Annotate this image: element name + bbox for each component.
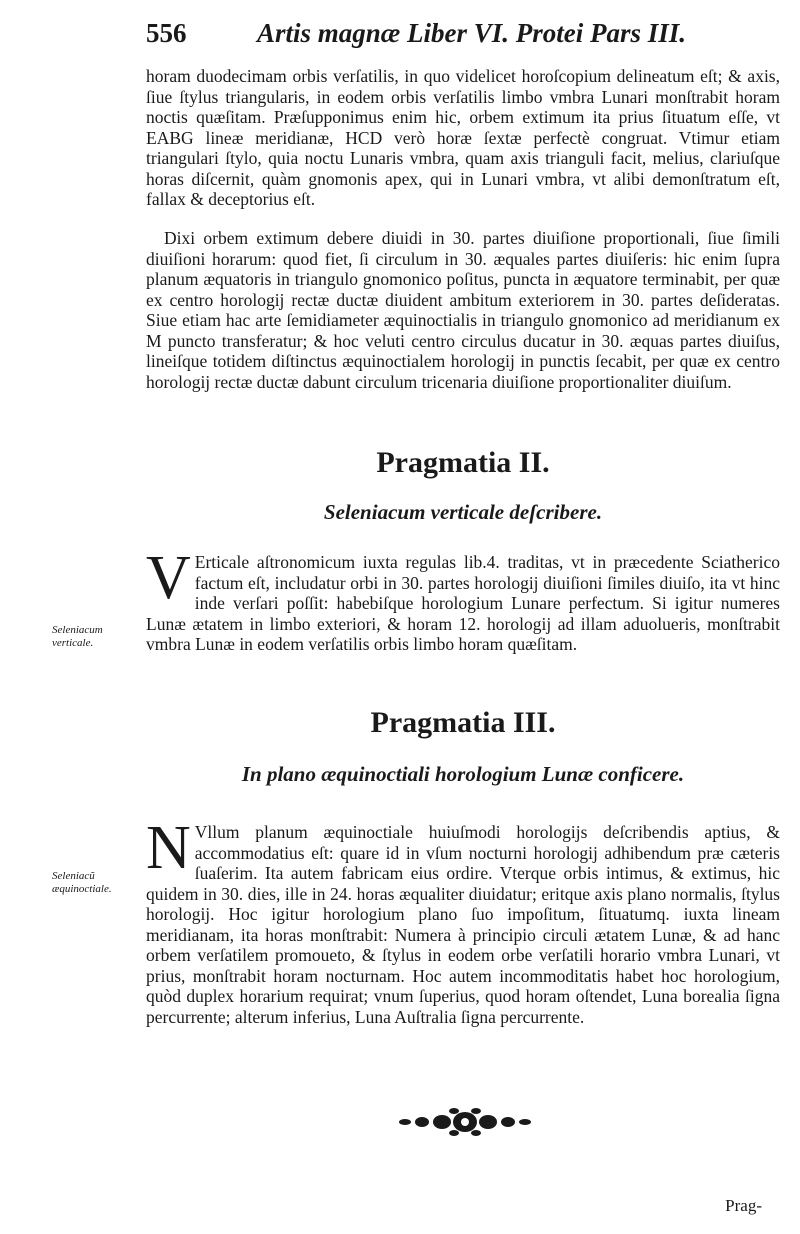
section-subheading-2: In plano æquinoctiali horologium Lunæ conficere. [241,762,685,786]
running-title: Artis magnæ Liber VI. Protei Pars III. [256,18,686,48]
paragraph-1: horam duodecimam orbis verſatilis, in quo videlicet horoſcopium delineatum eſt; & axis, ſiue ſtylus triangularis, in eodem orbis verſatilis limbo vmbra Lunari monſtrabit horam noctis quæſitam. Præſupponimus enim hic, orbem extimum ita prius ſituatum eſſe, vt EABG lineæ meridianæ, HCD verò horæ ſextæ perfectè congruat. Vtimur etiam triangulari ſtylo, quia noctu Lunaris vmbra, quam axis trianguli facit, melius, clariuſque horas diſcernit, quàm gnomonis apex, qui in Lunari vmbra, vt alibi demonſtratum eſt, fallax & deceptorius eſt. [146,66,780,209]
page-number: 556 [146,18,187,48]
paragraph-4 [146,814,780,1027]
paragraph-2: Dixi orbem extimum debere diuidi in 30. partes diuiſione proportionali, ſiue ſimili diuiſioni horarum: quod fiet, ſi circulum in 30. æquales partes diuiſeris: hic enim ſupra planum æquatoris in triangulo gnomonico poſitus, puncta in æquatore terminabit, per quæ ex centro horologij rectæ ductæ diuident ambitum exteriorem in 30. partes deſideratas. Siue etiam hac arte ſemidiameter æquinoctialis in triangulo gnomonico ad meridianum ex M puncto transferatur; & hoc veluti centro circulus ducatur in 30. æquas partes diuiſus, lineiſque totidem diſtinctus æquinoctialem horologij in punctis ſecabit, per quæ ex centro horologij rectæ ductæ dabunt circulum tricenaria diuiſione proportionaliter diuiſum. [146,228,780,392]
catchword: Prag- [725,1196,762,1215]
running-header [146,18,686,49]
paragraph-4-text: Vllum planum æquinoctiale huiuſmodi horologijs deſcribendis aptius, & accommodatius eſt: quare id in vſum nocturni horologij adhibendum præ cæteris ſuaſerim. Ita autem fabricam eius ordire. Vterque orbis intimus, & extimus, hic quidem in 30. dies, ille in 24. horas æqualiter diuidatur; eritque axis plano normalis, ſtylus horologij. Hoc igitur horologium plano ſuo impoſitum, ſituatumq. iuxta lineam meridianam, ita horas monſtrabit: Numera à principio circuli ætatem Lunæ, & ad hanc orbem verſatilem promoueto, & ſtylus in eodem orbe verſatili horario vmbra Lunari, vt prius, monſtrabit horam nocturnam. Hoc autem incommoditatis habet hoc horologium, quòd duplex horarium requirat; vnum ſuperius, quod horam oſtendet, Luna borealia ſigna percurrente; alterum inferius, Luna Auſtralia ſigna percurrente. [146,822,780,1027]
section-heading-pragmatia-2: Pragmatia II. [376,446,550,479]
margin-note-1: Seleniacum verticale. [52,624,103,649]
paragraph-3-text: Erticale aſtronomicum iuxta regulas lib.4. traditas, vt in præcedente Sciatherico factum eſt, includatur orbi in 30. partes horologij diuiſioni ſimiles diuiſo, ita vt hinc inde verſari poſſit: habebiſque horologium Lunare perfectum. Si igitur numeres Lunæ ætatem in limbo exteriori, & horam 12. horologij ad illam aduolueris, monſtrabit vmbra Lunæ in eodem verſatilis orbis limbo horam quæſitam. [146,552,780,654]
paragraph-3 [146,544,780,655]
section-heading-pragmatia-3: Pragmatia III. [370,706,556,739]
dropcap-n: N [146,814,191,882]
section-subheading-1: Seleniacum verticale deſcribere. [323,500,603,524]
dropcap-v: V [146,544,191,612]
margin-note-2: Seleniacũ æquinoctiale. [52,870,112,895]
floral-ornament-icon [390,1102,540,1142]
